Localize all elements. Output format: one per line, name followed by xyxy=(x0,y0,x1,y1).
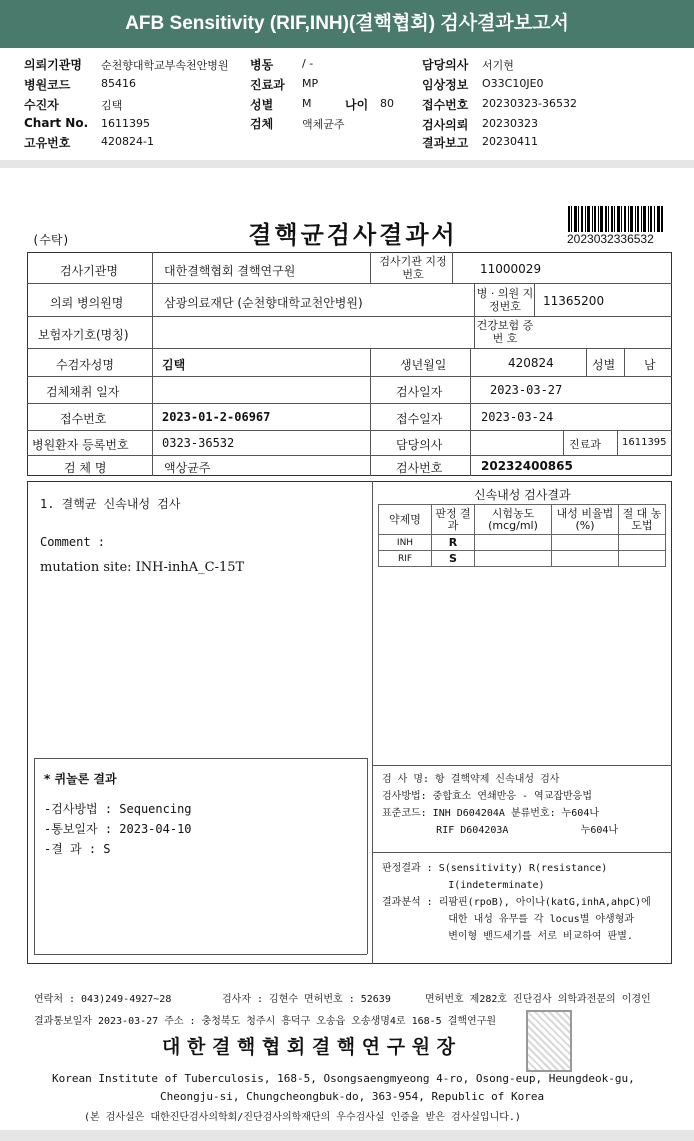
grid-r5-test-label: 검사일자 xyxy=(396,385,443,399)
value-request-date: 20230323 xyxy=(482,117,538,130)
label-chart-no: Chart No. xyxy=(24,116,89,130)
grid-r3-label: 보험자기호(명칭) xyxy=(38,328,129,342)
label-dept: 진료과 xyxy=(250,78,285,92)
label-age: 나이 xyxy=(345,98,369,112)
desc-line: 검사방법: 중합효소 연쇄반응 - 역교잡반응법 xyxy=(382,791,593,802)
table-row xyxy=(379,535,666,551)
label-clinical: 임상정보 xyxy=(422,78,469,92)
row-drug: RIF xyxy=(379,551,432,567)
label-hospital-code: 병원코드 xyxy=(24,78,71,92)
grid-r1-value: 대한결핵협회 결핵연구원 xyxy=(164,264,296,278)
label-unique-no: 고유번호 xyxy=(24,136,71,150)
interp-line: 대한 내성 유무를 각 locus별 야생형과 xyxy=(382,914,635,925)
interp-line: 결과분석 : 리팜핀(rpoB), 아이나(katG,inhA,ahpC)에 xyxy=(382,897,651,908)
grid-r8-label: 검 체 명 xyxy=(64,461,107,475)
grid-r1-label: 검사기관명 xyxy=(60,264,118,278)
value-age: 80 xyxy=(380,97,394,110)
grid-r4-sex: 남 xyxy=(644,358,656,372)
row-result: S xyxy=(432,551,475,567)
header-absolute: 절 대 농도법 xyxy=(619,505,666,535)
grid-r7-doc-label: 담당의사 xyxy=(396,438,443,452)
rapid-result-table xyxy=(378,504,666,567)
report-title: AFB Sensitivity (RIF,INH)(결핵협회) 검사결과보고서 xyxy=(125,13,569,34)
barcode-icon xyxy=(568,206,664,232)
footer-org: 대 한 결 핵 협 회 결 핵 연 구 원 장 xyxy=(162,1036,456,1058)
grid-r4-birth: 420824 xyxy=(508,356,554,370)
grid-r8-no: 20232400865 xyxy=(481,459,573,473)
interp-line: 판정결과 : S(sensitivity) R(resistance) xyxy=(382,863,608,874)
value-patient: 김택 xyxy=(101,99,123,112)
row-drug: INH xyxy=(379,535,432,551)
grid-r7-value: 0323-36532 xyxy=(162,436,235,450)
grid-r6-value: 2023-01-2-06967 xyxy=(162,410,271,424)
grid-r8-value: 액상균주 xyxy=(164,461,211,475)
grid-r6-recv-label: 접수일자 xyxy=(396,412,443,426)
grid-r1-code: 11000029 xyxy=(480,262,542,276)
grid-r2-code: 11365200 xyxy=(543,294,605,308)
label-request-date: 검사의뢰 xyxy=(422,118,469,132)
interpretation xyxy=(382,860,651,945)
barcode-number: 2023032336532 xyxy=(567,232,654,246)
value-sex: M xyxy=(302,97,312,110)
label-patient: 수진자 xyxy=(24,98,59,112)
quinolone-method: -검사방법 : Sequencing xyxy=(44,802,192,816)
header-concentration: 시험농도 (mcg/ml) xyxy=(475,505,552,535)
grid-r4-birth-label: 생년월일 xyxy=(400,358,447,372)
header-result: 판정 결과 xyxy=(432,505,475,535)
table-row xyxy=(379,551,666,567)
label-receipt-no: 접수번호 xyxy=(422,98,469,112)
label-specimen: 검체 xyxy=(250,117,274,131)
grid-r2-label: 의뢰 병의원명 xyxy=(50,296,124,310)
quinolone-report-date: -통보일자 : 2023-04-10 xyxy=(44,822,192,836)
label-report-date: 결과보고 xyxy=(422,136,469,150)
rapid-result-title: 신속내성 검사결과 xyxy=(474,488,571,502)
footer-notify: 결과통보일자 2023-03-27 주소 : 충청북도 청주시 흥덕구 오송읍 오송생명4로 168-5 결핵연구원 xyxy=(34,1016,497,1027)
value-institution: 순천향대학교부속천안병원 xyxy=(101,59,229,72)
grid-r4-sex-label: 성별 xyxy=(592,358,616,372)
footer-english-2: Cheongju-si, Chungcheongbuk-do, 363-954, Republic of Korea xyxy=(160,1090,545,1103)
value-dept: MP xyxy=(302,77,319,90)
header-proportion: 내성 비율법(%) xyxy=(552,505,619,535)
desc-line: 표준코드: INH D604204A 분류번호: 누604나 xyxy=(382,808,600,819)
comment-label: Comment : xyxy=(40,535,106,549)
official-seal-icon xyxy=(526,1010,572,1072)
interp-line: I(indeterminate) xyxy=(382,880,545,891)
mutation-site: mutation site: INH-inhA_C-15T xyxy=(40,560,245,575)
grid-r4-value: 김택 xyxy=(162,358,186,372)
quinolone-result: -결 과 : S xyxy=(44,842,111,856)
label-sex: 성별 xyxy=(250,98,274,112)
label-ward: 병동 xyxy=(250,58,274,72)
grid-r5-test: 2023-03-27 xyxy=(490,383,563,397)
value-specimen: 액체균주 xyxy=(302,118,345,131)
value-doctor: 서기현 xyxy=(482,59,514,72)
quinolone-title: * 퀴놀론 결과 xyxy=(44,772,117,786)
footer-examiner: 검사자 : 김현수 면허번호 : 52639 xyxy=(222,994,391,1005)
document-title: 결핵균검사결과서 xyxy=(248,220,458,249)
grid-r5-label: 검체채취 일자 xyxy=(46,385,120,399)
value-hospital-code: 85416 xyxy=(101,77,136,90)
grid-r3-code-label: 건강보험 증 번 호 xyxy=(476,319,534,345)
footer-contact: 연락처 : 043)249-4927~28 xyxy=(34,994,172,1005)
grid-r7-dept-label: 진료과 xyxy=(569,438,601,451)
desc-line: 검 사 명: 항 결핵약제 신속내성 검사 xyxy=(382,774,560,785)
header-drug: 약제명 xyxy=(379,505,432,535)
value-report-date: 20230411 xyxy=(482,135,538,148)
grid-r7-dept: 1611395 xyxy=(622,437,667,448)
grid-r6-label: 접수번호 xyxy=(60,412,107,426)
grid-r2-value: 삼광의료재단 (순천향대학교천안병원) xyxy=(164,296,363,310)
entrusted-mark: (수탁) xyxy=(32,233,70,247)
value-ward: / - xyxy=(302,57,314,70)
footer-license: 면허번호 제282호 진단검사 의학과전문의 이경인 xyxy=(425,994,651,1005)
label-institution: 의뢰기관명 xyxy=(24,58,82,72)
grid-r2-code-label: 병 · 의원 지정번호 xyxy=(476,287,534,313)
footer-certification: (본 검사실은 대한진단검사의학회/진단검사의학재단의 우수검사실 인증을 받은 검사실입니다.) xyxy=(84,1112,521,1123)
grid-r7-label: 병원환자 등록번호 xyxy=(32,438,129,452)
section-heading: 1. 결핵균 신속내성 검사 xyxy=(40,497,181,511)
footer-english-1: Korean Institute of Tuberculosis, 168-5, Osongsaengmyeong 4-ro, Osong-eup, Heungdeok-gu, xyxy=(52,1072,635,1085)
grid-r6-recv: 2023-03-24 xyxy=(481,410,554,424)
row-result: R xyxy=(432,535,475,551)
test-description xyxy=(382,771,618,839)
grid-r8-no-label: 검사번호 xyxy=(396,461,443,475)
grid-r4-label: 수검자성명 xyxy=(56,358,114,372)
value-chart-no: 1611395 xyxy=(101,117,150,130)
label-doctor: 담당의사 xyxy=(422,58,469,72)
interp-line: 변이형 밴드세기를 서로 비교하여 판별. xyxy=(382,931,633,942)
value-unique-no: 420824-1 xyxy=(101,135,154,148)
value-clinical: O33C10JE0 xyxy=(482,77,544,90)
desc-line: RIF D604203A 누604나 xyxy=(382,825,619,836)
grid-r1-code-label: 검사기관 지정번호 xyxy=(379,255,447,281)
value-receipt-no: 20230323-36532 xyxy=(482,97,577,110)
